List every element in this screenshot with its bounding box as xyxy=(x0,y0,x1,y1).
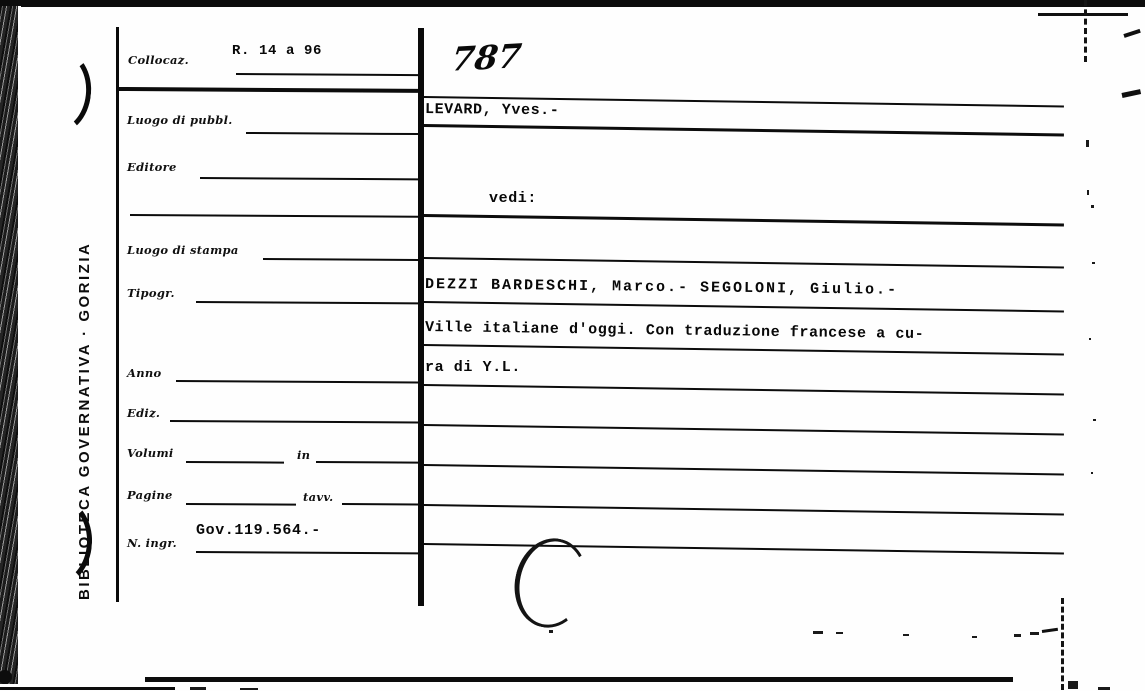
ruled-line xyxy=(196,551,418,554)
entry-title-line1: Ville italiane d'oggi. Con traduzione francese a cu- xyxy=(424,319,925,343)
ruled-line xyxy=(130,214,418,218)
scan-speck xyxy=(903,634,909,636)
entry-title-line2: ra di Y.L. xyxy=(425,359,522,376)
scan-speck xyxy=(1098,687,1110,690)
scan-speck xyxy=(240,688,258,690)
entry-authors: DEZZI BARDESCHI, Marco.- SEGOLONI, Giulio.- xyxy=(424,276,899,299)
ruled-line xyxy=(246,132,418,135)
entry-heading: LEVARD, Yves.- xyxy=(424,101,560,120)
scan-speck xyxy=(1091,472,1093,474)
ruled-line xyxy=(176,380,418,383)
library-name-vertical: BIBLIOTECA GOVERNATIVA · GORIZIA xyxy=(76,241,93,600)
field-value-n-ingr: Gov.119.564.- xyxy=(196,522,321,539)
scan-speck xyxy=(1092,262,1095,264)
see-reference: vedi: xyxy=(489,190,538,207)
scan-speck xyxy=(549,630,553,633)
scan-speck xyxy=(1014,634,1021,637)
scan-speck xyxy=(1091,205,1094,208)
scan-speck xyxy=(1087,190,1089,195)
ruled-line xyxy=(424,257,1064,268)
ruled-line xyxy=(424,344,1064,355)
ruled-line xyxy=(424,543,1064,554)
ruled-line xyxy=(424,424,1064,435)
scan-top-edge xyxy=(0,0,1145,7)
field-label-pagine-tavv: tavv. xyxy=(303,490,334,504)
ruled-line xyxy=(186,461,284,464)
ruled-line xyxy=(424,301,1064,312)
ruled-line xyxy=(200,177,418,180)
scan-speck xyxy=(813,631,823,634)
scan-dashed-line xyxy=(1061,598,1064,690)
ruled-line xyxy=(263,258,418,261)
ruled-line xyxy=(424,384,1064,395)
scan-speck xyxy=(972,636,977,638)
scan-speck xyxy=(1093,419,1096,421)
scan-mark xyxy=(1038,13,1128,16)
field-label-editore: Editore xyxy=(127,160,177,174)
scan-bottom-line xyxy=(0,687,175,690)
ruled-line xyxy=(170,420,418,424)
ruled-line xyxy=(196,301,418,304)
scan-mark xyxy=(1121,89,1141,98)
scan-speck xyxy=(190,687,206,690)
scan-speck xyxy=(836,632,843,634)
ruled-line xyxy=(186,503,296,506)
field-label-volumi: Volumi xyxy=(127,446,174,460)
scan-mark xyxy=(1042,628,1058,633)
field-label-ediz: Ediz. xyxy=(127,406,161,420)
ruled-line xyxy=(342,503,418,505)
scan-speck xyxy=(1089,338,1091,340)
scan-speck xyxy=(1030,632,1039,635)
binding-edge xyxy=(0,6,21,684)
field-label-luogo-pubbl: Luogo di pubbl. xyxy=(127,113,233,127)
field-label-pagine: Pagine xyxy=(127,488,173,502)
field-label-volumi-in: in xyxy=(297,448,311,462)
scan-speck xyxy=(1086,140,1089,147)
field-label-anno: Anno xyxy=(127,366,162,380)
left-column-border xyxy=(116,27,119,602)
field-label-luogo-stampa: Luogo di stampa xyxy=(127,243,239,257)
field-label-tipogr: Tipogr. xyxy=(127,286,175,300)
field-value-collocaz: R. 14 a 96 xyxy=(232,43,323,59)
field-label-collocaz: Collocaz. xyxy=(128,53,189,67)
scan-speck xyxy=(1068,681,1078,689)
ruled-line xyxy=(236,73,418,76)
ruled-line xyxy=(424,464,1064,475)
card-bottom-edge xyxy=(145,677,1013,682)
scan-dashed-line xyxy=(1084,0,1087,62)
scan-mark xyxy=(1123,29,1140,38)
ruled-line xyxy=(316,461,418,464)
ruled-line xyxy=(424,124,1064,136)
handwritten-number: 787 xyxy=(449,36,524,79)
column-divider xyxy=(418,28,424,606)
ruled-line xyxy=(424,214,1064,226)
ruled-line xyxy=(424,504,1064,515)
ruled-line xyxy=(118,87,418,93)
field-label-n-ingr: N. ingr. xyxy=(127,536,177,550)
